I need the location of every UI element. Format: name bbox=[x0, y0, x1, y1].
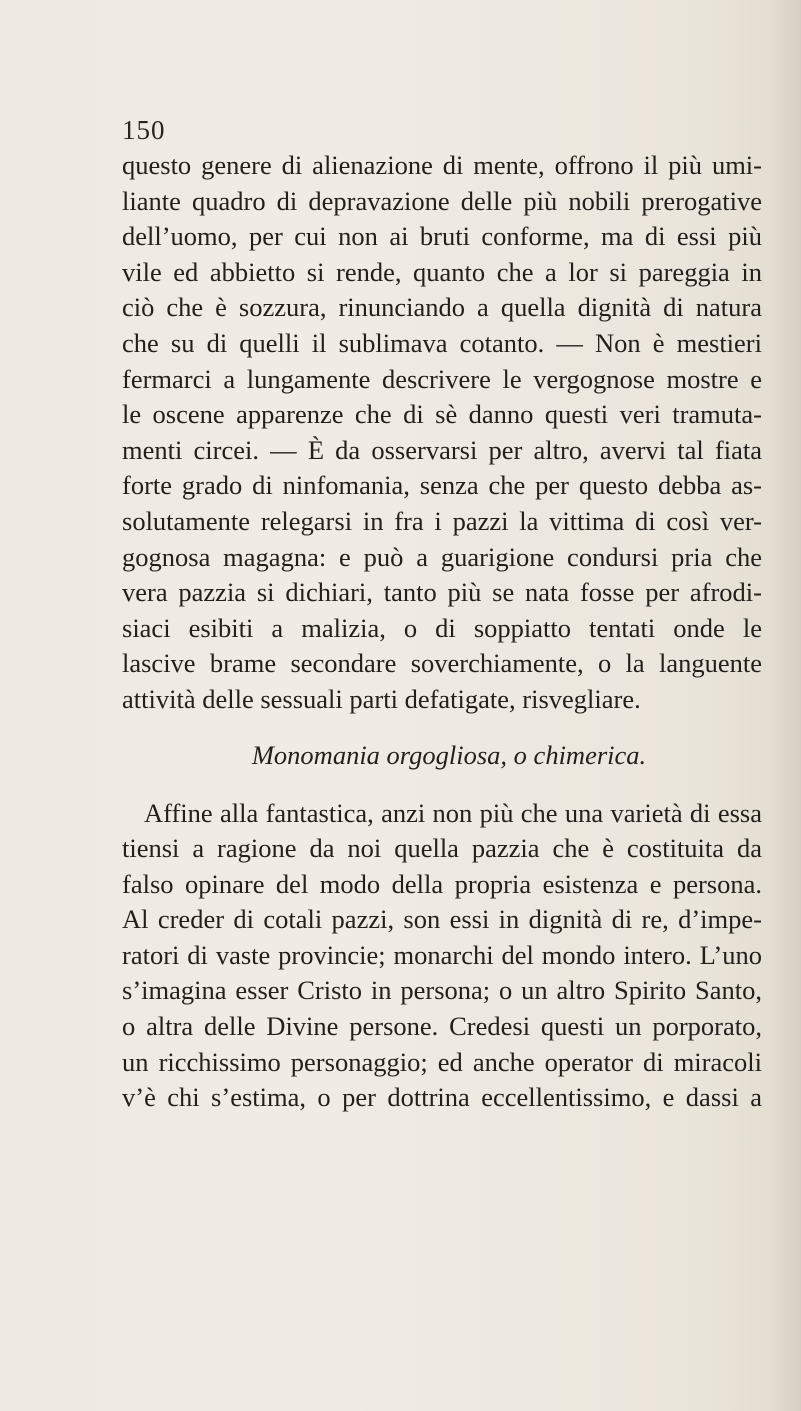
page-edge-shadow bbox=[771, 0, 801, 1411]
text-line: un ricchissimo personaggio; ed anche operator di miracoli bbox=[122, 1046, 762, 1077]
text-line: solutamente relegarsi in fra i pazzi la vittima di così ver- bbox=[122, 505, 762, 536]
text-line: forte grado di ninfomania, senza che per questo debba as- bbox=[122, 470, 762, 501]
text-line: menti circei. — È da osservarsi per altro, avervi tal fiata bbox=[122, 434, 762, 465]
text-line: fermarci a lungamente descrivere le vergognose mostre e bbox=[122, 363, 762, 394]
text-line: siaci esibiti a malizia, o di soppiatto tentati onde le bbox=[122, 612, 762, 643]
paragraph-1 bbox=[122, 148, 762, 718]
paragraph-2 bbox=[122, 796, 762, 1116]
text-line: Al creder di cotali pazzi, son essi in dignità di re, d’impe- bbox=[122, 904, 762, 935]
text-line: ratori di vaste provincie; monarchi del mondo intero. L’uno bbox=[122, 939, 762, 970]
text-line: ciò che è sozzura, rinunciando a quella dignità di natura bbox=[122, 292, 762, 323]
text-line: vile ed abbietto si rende, quanto che a lor si pareggia in bbox=[122, 256, 762, 287]
text-line: gognosa magagna: e può a guarigione condursi pria che bbox=[122, 541, 762, 572]
text-line: che su di quelli il sublimava cotanto. — Non è mestieri bbox=[122, 327, 762, 358]
text-line: Affine alla fantastica, anzi non più che una varietà di essa bbox=[144, 797, 762, 828]
text-line: s’imagina esser Cristo in persona; o un altro Spirito Santo, bbox=[122, 975, 762, 1006]
text-line: v’è chi s’estima, o per dottrina eccellentissimo, e dassi a bbox=[122, 1082, 762, 1113]
text-line: attività delle sessuali parti defatigate, risvegliare. bbox=[122, 683, 641, 714]
text-line: lascive brame secondare soverchiamente, o la languente bbox=[122, 648, 762, 679]
text-line: dell’uomo, per cui non ai bruti conforme, ma di essi più bbox=[122, 221, 762, 252]
text-line: le oscene apparenze che di sè danno questi veri tramuta- bbox=[122, 399, 762, 430]
page-number: 150 bbox=[122, 115, 166, 145]
section-heading: Monomania orgogliosa, o chimerica. bbox=[251, 739, 647, 770]
text-line: questo genere di alienazione di mente, offrono il più umi- bbox=[122, 150, 762, 180]
body-text bbox=[122, 148, 762, 1116]
text-line: tiensi a ragione da noi quella pazzia che è costituita da bbox=[122, 833, 762, 864]
text-line: liante quadro di depravazione delle più nobili prerogative bbox=[122, 185, 762, 216]
text-line: falso opinare del modo della propria esistenza e persona. bbox=[122, 868, 762, 899]
text-line: vera pazzia si dichiari, tanto più se nata fosse per afrodi- bbox=[122, 577, 762, 608]
text-line: o altra delle Divine persone. Credesi questi un porporato, bbox=[122, 1011, 762, 1042]
